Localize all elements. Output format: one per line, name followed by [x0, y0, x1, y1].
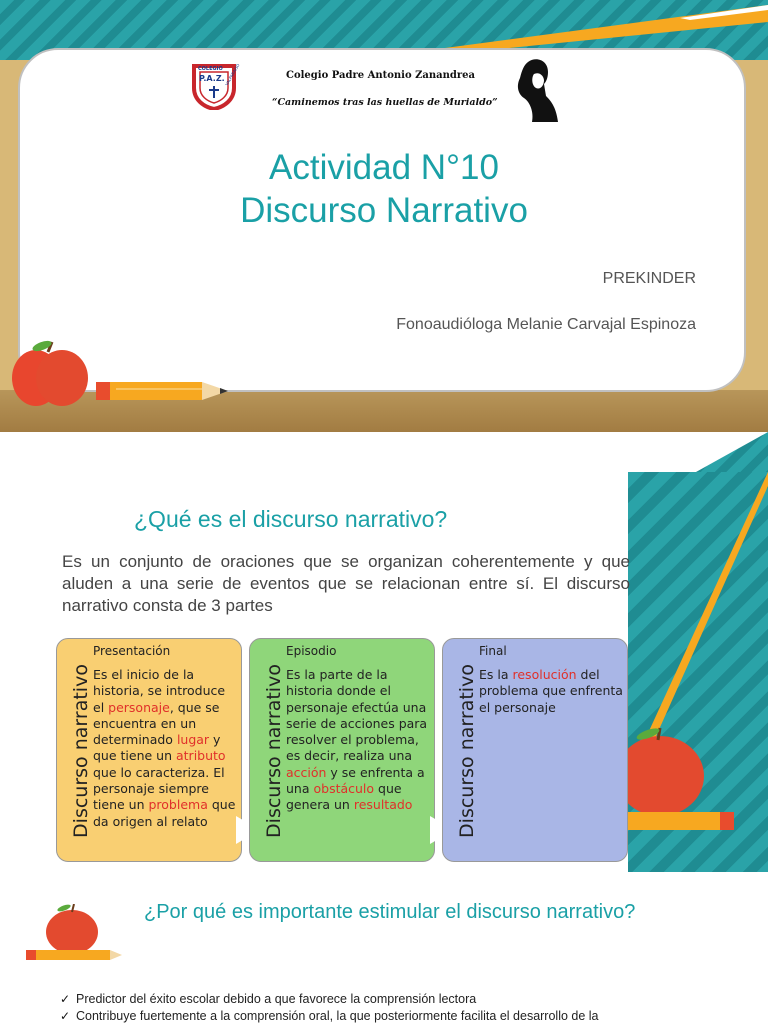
slide-title-line2: Discurso Narrativo: [240, 191, 528, 230]
card-vertical-label: Discurso narrativo: [70, 664, 93, 838]
card-final: [442, 638, 628, 862]
bullet-item: Contribuye fuertemente a la comprensión oral, la que posteriormente facilita el desarrollo de la: [76, 1009, 599, 1023]
section-heading: ¿Por qué es importante estimular el discurso narrativo?: [144, 901, 636, 923]
section-heading: ¿Qué es el discurso narrativo?: [134, 506, 448, 532]
logo-text-top: COLEGIO: [198, 66, 223, 72]
logo-text-city: VALPARAISO: [224, 62, 241, 87]
card-presentacion: [56, 638, 242, 862]
slide-title-line1: Actividad N°10: [269, 148, 499, 187]
card-vertical-label: Discurso narrativo: [456, 664, 479, 838]
card-body: Es la parte de la historia donde el personaje efectúa una serie de acciones para resolver el problema, es decir, realiza una acción y se enfrenta a una obstáculo que genera un resultado: [286, 667, 428, 813]
school-name: Colegio Padre Antonio Zanandrea: [286, 70, 476, 81]
definition-slide: [0, 432, 768, 872]
founder-portrait-icon: [512, 56, 558, 122]
check-icon: ✓: [60, 992, 71, 1006]
card-title: Presentación: [93, 644, 171, 658]
card-vertical-label: Discurso narrativo: [263, 664, 286, 838]
card-title: Episodio: [286, 644, 337, 658]
pencil-icon: [96, 378, 242, 404]
card-body: Es el inicio de la historia, se introduce el personaje, que se encuentra en un determinado lugar y que tiene un atributo que lo caracteriza. El personaje siempre tiene un problema que da origen al relato: [93, 667, 236, 829]
apple-pencil-small-icon: [26, 904, 126, 962]
apple-icon: [8, 338, 92, 410]
check-icon: ✓: [60, 1009, 71, 1023]
school-motto: “Caminemos tras las huellas de Murialdo”: [272, 97, 498, 108]
title-slide: [0, 0, 768, 432]
level-label: PREKINDER: [602, 270, 696, 287]
importance-slide: [0, 872, 768, 1024]
logo-text-main: P.A.Z.: [199, 74, 225, 83]
card-body: Es la resolución del problema que enfrenta el personaje: [479, 667, 623, 715]
card-episodio: [249, 638, 435, 862]
definition-paragraph: Es un conjunto de oraciones que se organizan coherentemente y que aluden a una serie de eventos que se relacionan entre sí. El discurso narrativo consta de 3 partes: [62, 552, 630, 615]
card-title: Final: [479, 644, 507, 658]
bullet-item: Predictor del éxito escolar debido a que favorece la comprensión lectora: [76, 992, 477, 1006]
author-label: Fonoaudióloga Melanie Carvajal Espinoza: [396, 316, 696, 333]
